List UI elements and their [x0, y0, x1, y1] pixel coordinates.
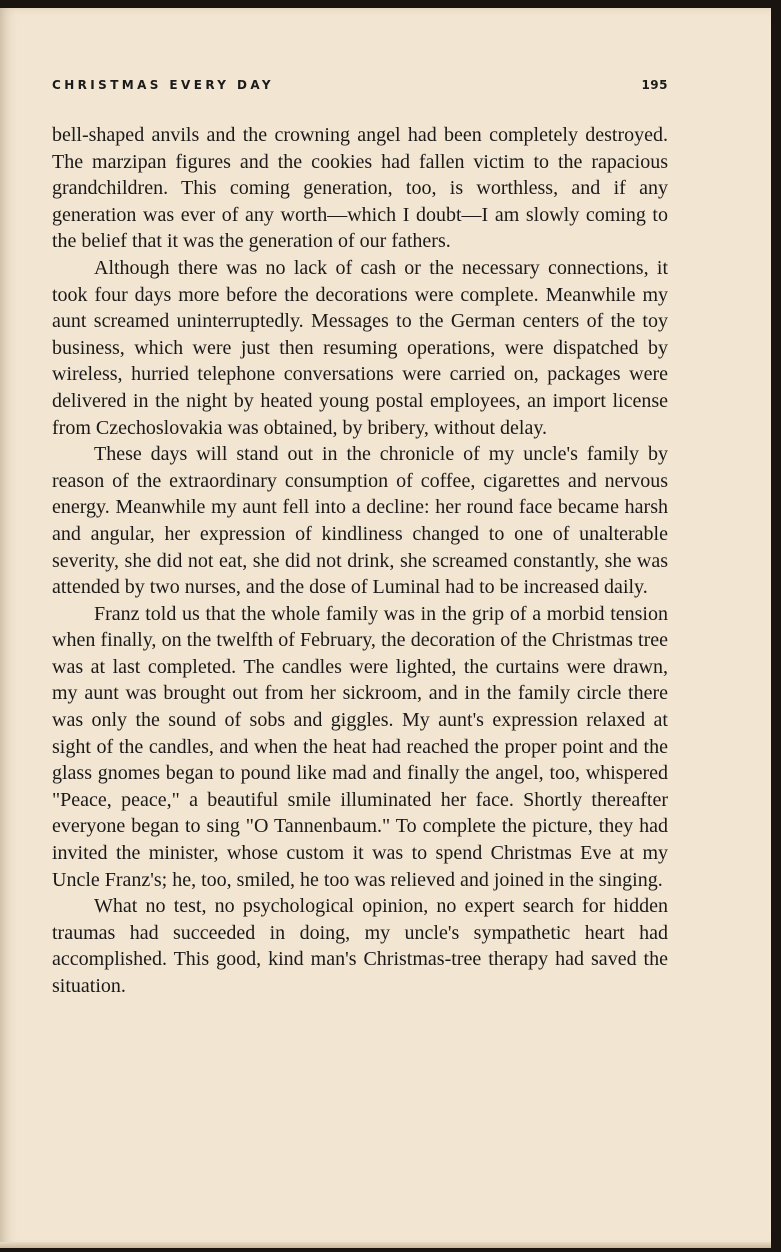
paragraph-1: bell-shaped anvils and the crowning angel had been completely destroyed. The marzipan figures and the cookies had fallen victim to the rapacious grandchildren. This coming generation, too, is worthless, and if any generation was ever of any worth—which I doubt—I am slowly coming to the belief that it was the generation of our fathers. [52, 124, 668, 253]
running-head [52, 78, 668, 92]
paragraph-5: What no test, no psychological opinion, no expert search for hidden traumas had succeeded in doing, my uncle's sympathetic heart had accomplished. This good, kind man's Christmas-tree therapy had saved the situation. [52, 895, 668, 997]
paragraph-2: Although there was no lack of cash or the necessary connections, it took four days more before the decorations were complete. Meanwhile my aunt screamed uninterruptedly. Messages to the German centers of the toy business, which were just then resuming operations, were dispatched by wireless, hurried telephone conversations were carried on, packages were delivered in the night by heated young postal employees, an import license from Czechoslovakia was obtained, by bribery, without delay. [52, 256, 668, 439]
book-page [0, 8, 771, 1248]
page-number: 195 [641, 78, 668, 92]
paragraph-3: These days will stand out in the chronicle of my uncle's family by reason of the extraordinary consumption of coffee, cigarettes and nervous energy. Meanwhile my aunt fell into a decline: her round face became harsh and angular, her expression of kindliness changed to one of unalterable severity, she did not eat, she did not drink, she screamed constantly, she was attended by two nurses, and the dose of Luminal had to be increased daily. [52, 443, 668, 599]
paragraph-4: Franz told us that the whole family was in the grip of a morbid tension when finally, on the twelfth of February, the decoration of the Christmas tree was at last completed. The candles were lighted, the curtains were drawn, my aunt was brought out from her sickroom, and in the family circle there was only the sound of sobs and giggles. My aunt's expression relaxed at sight of the candles, and when the heat had reached the proper point and the glass gnomes began to pound like mad and finally the angel, too, whispered "Peace, peace," a beautiful smile illuminated her face. Shortly thereafter everyone began to sing "O Tannenbaum." To complete the picture, they had invited the minister, whose custom it was to spend Christmas Eve at my Uncle Franz's; he, too, smiled, he too was relieved and joined in the singing. [52, 602, 668, 891]
running-title: CHRISTMAS EVERY DAY [52, 78, 274, 92]
body-text [52, 122, 668, 1000]
